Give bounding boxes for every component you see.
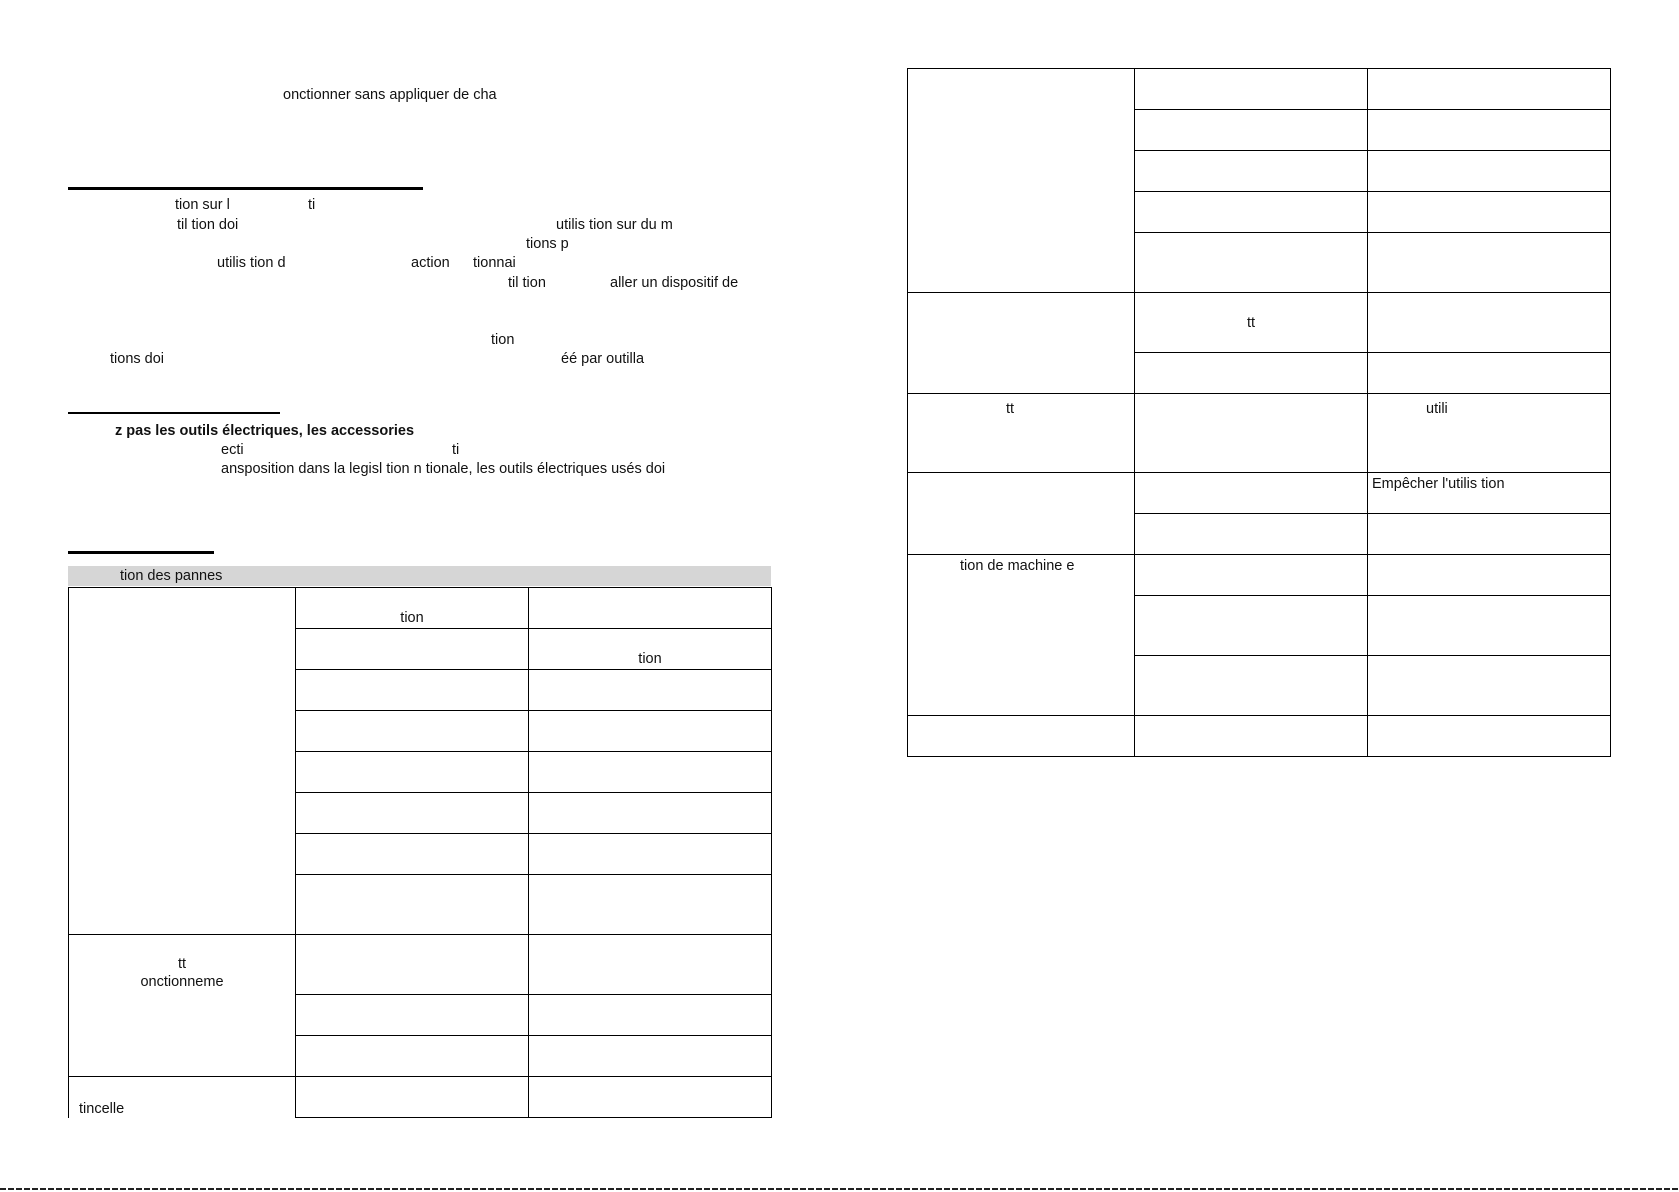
section3-rule	[68, 551, 214, 554]
section2-text: ti	[452, 442, 460, 458]
cause-cell	[296, 995, 529, 1036]
section1-text: ti	[308, 197, 316, 213]
symptom-cell	[908, 394, 1135, 473]
section2-bold-text: z pas les outils électriques, les accessories	[115, 423, 415, 439]
remedy-cell	[1368, 394, 1611, 473]
remedy-cell	[1368, 514, 1611, 555]
symptom-cell	[908, 473, 1135, 555]
section1-text: til tion	[508, 275, 546, 291]
cause-cell	[296, 935, 529, 995]
section1-text: aller un dispositif de	[610, 275, 739, 291]
remedy-cell	[529, 834, 772, 875]
remedy-cell	[1368, 596, 1611, 656]
section1-text: éé par outilla	[561, 351, 645, 367]
remedy-cell	[1368, 716, 1611, 757]
troubleshooting-table-right	[907, 68, 1611, 757]
symptom-cell	[908, 69, 1135, 293]
cause-cell	[1135, 514, 1368, 555]
cause-cell	[296, 629, 529, 670]
remedy-cell	[529, 793, 772, 834]
remedy-cell	[1368, 555, 1611, 596]
remedy-cell	[1368, 293, 1611, 353]
cause-cell	[296, 875, 529, 935]
symptom-cell	[69, 588, 296, 935]
remedy-cell	[1368, 110, 1611, 151]
remedy-cell	[1368, 69, 1611, 110]
remedy-cell	[1368, 656, 1611, 716]
symptom-cell	[69, 935, 296, 1077]
cause-cell	[296, 1036, 529, 1077]
symptom-cell	[908, 293, 1135, 394]
remedy-cell	[1368, 192, 1611, 233]
remedy-cell	[529, 935, 772, 995]
section1-text: tions doi	[110, 351, 165, 367]
section1-text: tion sur l	[175, 197, 230, 213]
symptom-text: tt	[177, 956, 187, 972]
cause-cell	[1135, 233, 1368, 293]
cause-cell	[296, 711, 529, 752]
section1-text: til tion doi	[177, 217, 239, 233]
symptom-text: tion de machine e	[960, 558, 1075, 574]
remedy-cell	[529, 670, 772, 711]
cause-cell	[1135, 293, 1368, 353]
page-bottom-edge	[0, 1188, 1679, 1190]
section1-text: utilis tion d	[217, 255, 286, 271]
cause-cell	[1135, 555, 1368, 596]
symptom-cell	[908, 555, 1135, 716]
cause-cell	[296, 670, 529, 711]
cause-cell	[1135, 151, 1368, 192]
cause-cell	[1135, 69, 1368, 110]
section2-text: ansposition dans la legisl tion n tionale, les outils électriques usés doi	[221, 461, 666, 477]
cause-cell	[1135, 394, 1368, 473]
remedy-cell	[529, 711, 772, 752]
remedy-cell	[1368, 151, 1611, 192]
section1-text: action	[411, 255, 450, 271]
symptom-text: tincelle	[79, 1100, 125, 1117]
troubleshooting-table-left	[68, 587, 772, 1118]
section1-rule	[68, 187, 423, 190]
section1-text: tion	[491, 332, 515, 348]
cause-cell	[1135, 353, 1368, 394]
symptom-text: onctionneme	[140, 974, 224, 990]
symptom-cell	[69, 1077, 296, 1118]
cause-cell	[1135, 110, 1368, 151]
cause-cell	[1135, 596, 1368, 656]
remedy-cell	[529, 875, 772, 935]
section1-text: tionnai	[473, 255, 516, 271]
section2-rule	[68, 412, 280, 414]
remedy-text: tion	[638, 651, 662, 667]
cause-text: tion	[400, 610, 424, 626]
cause-cell	[1135, 716, 1368, 757]
remedy-cell	[1368, 473, 1611, 514]
remedy-cell	[1368, 353, 1611, 394]
remedy-text: Empêcher l'utilis tion	[1372, 476, 1505, 492]
cause-cell	[296, 1077, 529, 1118]
remedy-cell	[1368, 233, 1611, 293]
remedy-cell	[529, 752, 772, 793]
cause-cell	[1135, 473, 1368, 514]
top-line-text: onctionner sans appliquer de cha	[283, 87, 497, 103]
cause-cell	[1135, 192, 1368, 233]
section2-text: ecti	[221, 442, 244, 458]
remedy-cell	[529, 629, 772, 670]
section1-text: tions p	[526, 236, 569, 252]
cause-cell	[296, 588, 529, 629]
remedy-text: utili	[1426, 401, 1448, 417]
section1-text: utilis tion sur du m	[556, 217, 673, 233]
remedy-cell	[529, 995, 772, 1036]
troubleshooting-header-text: tion des pannes	[120, 568, 223, 584]
cause-cell	[296, 793, 529, 834]
cause-cell	[296, 752, 529, 793]
cause-cell	[1135, 656, 1368, 716]
cause-text: tt	[1246, 314, 1256, 331]
remedy-cell	[529, 1077, 772, 1118]
symptom-text: tt	[1006, 401, 1015, 417]
symptom-cell	[908, 716, 1135, 757]
cause-cell	[296, 834, 529, 875]
remedy-cell	[529, 588, 772, 629]
remedy-cell	[529, 1036, 772, 1077]
